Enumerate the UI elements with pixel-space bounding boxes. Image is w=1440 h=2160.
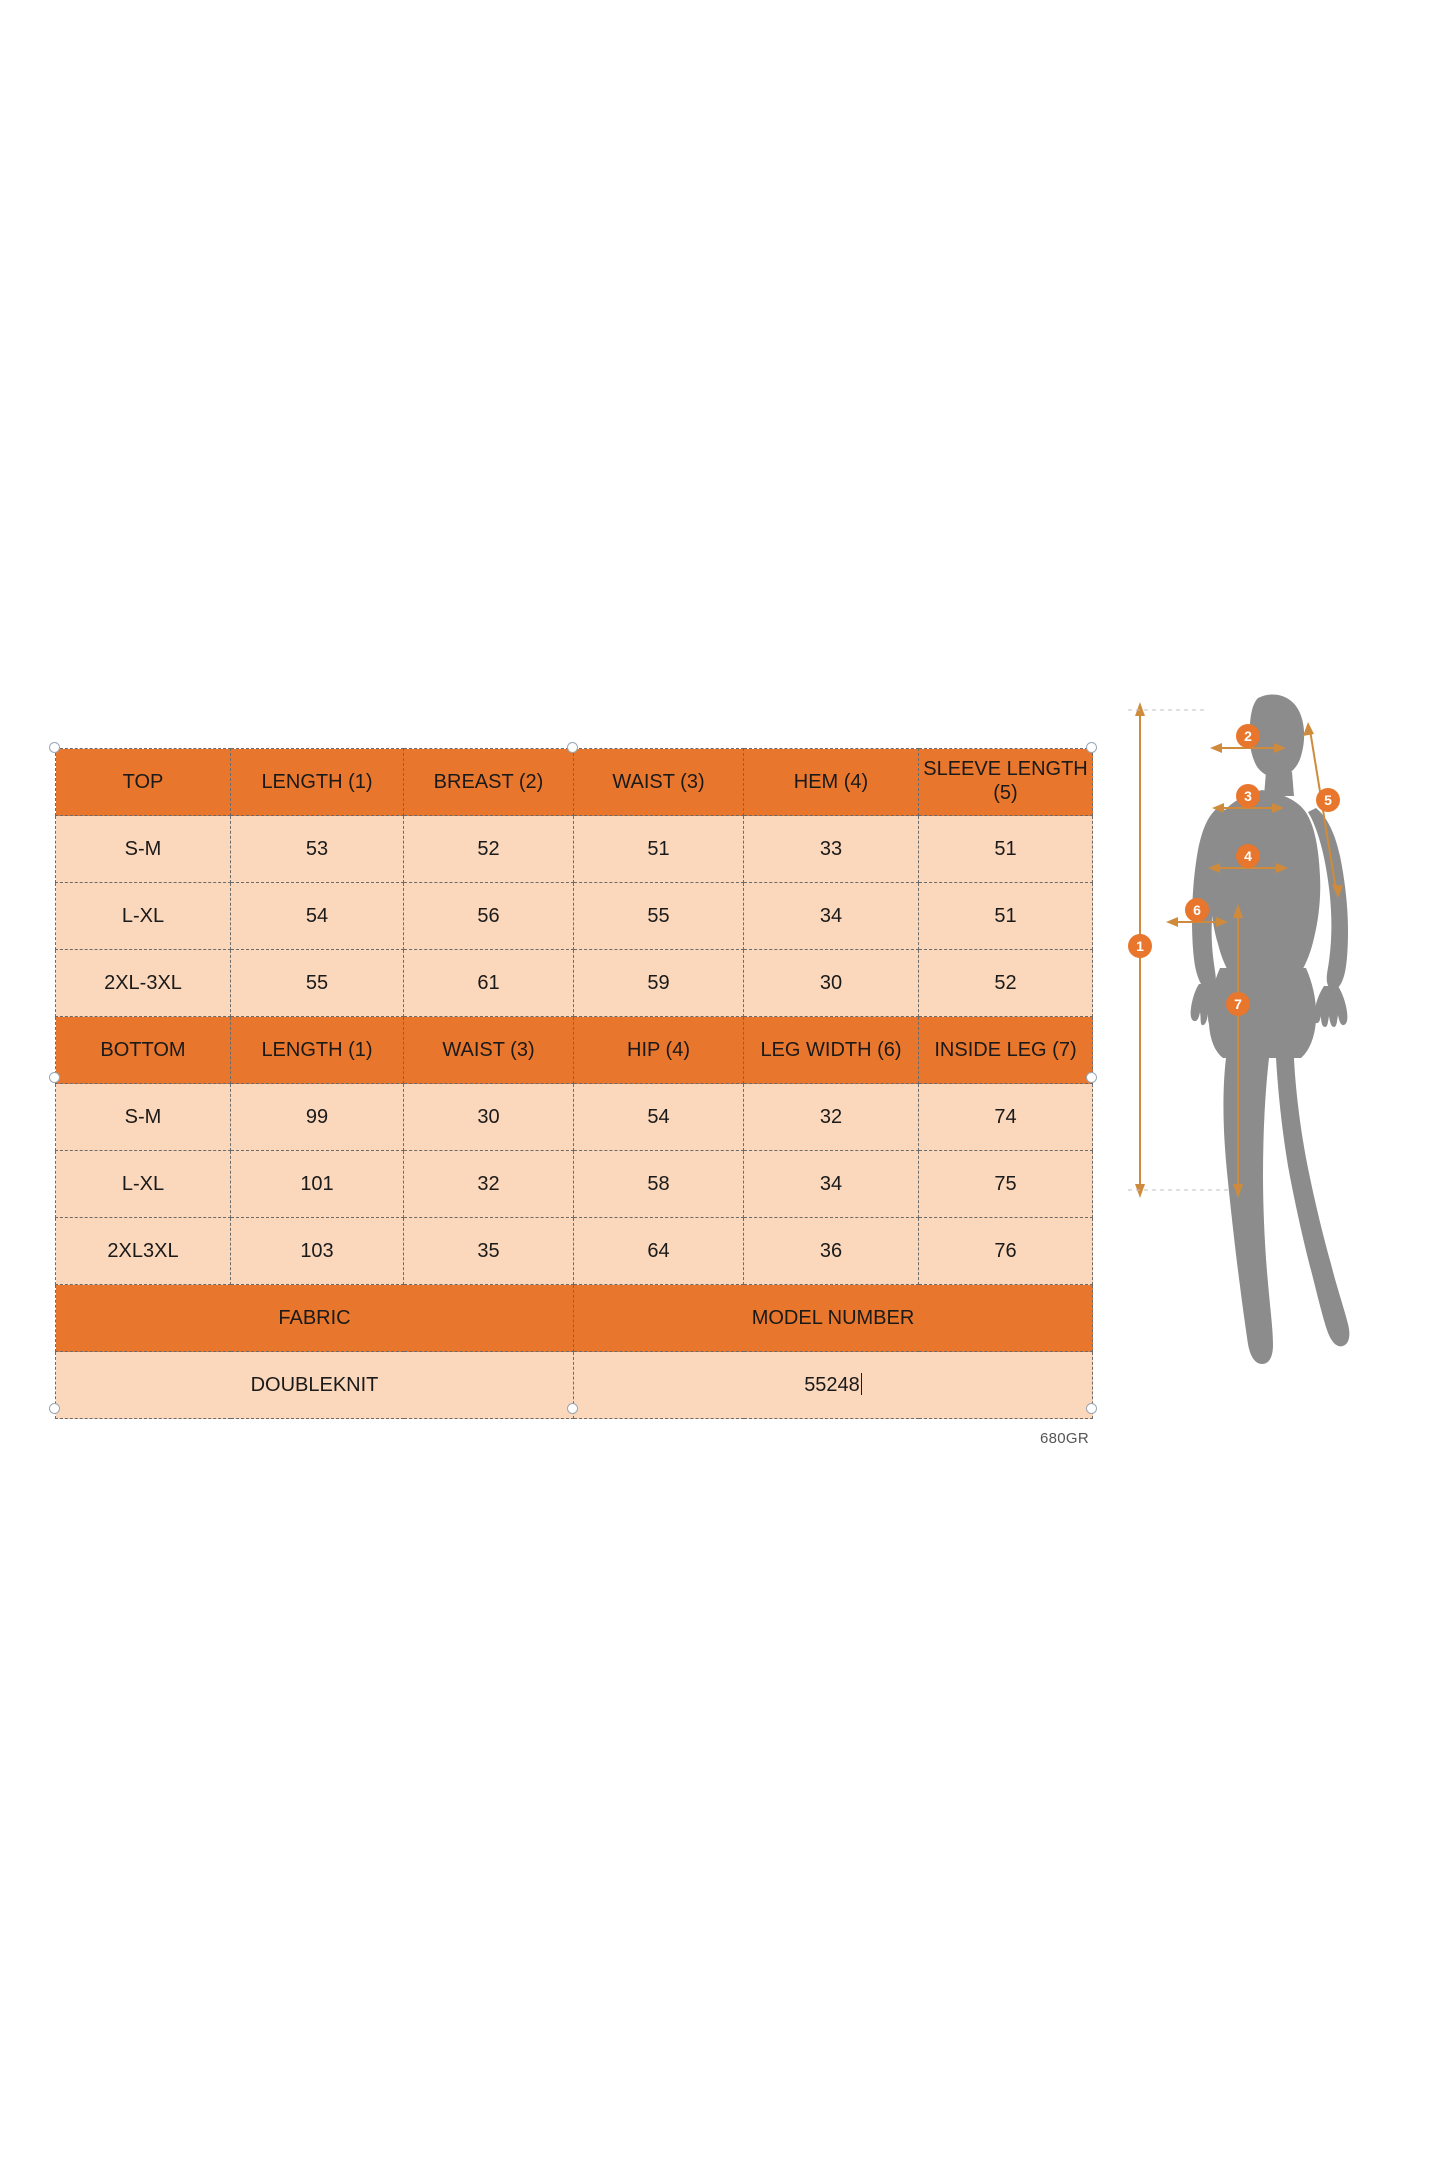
cell-top-sm-hem: 33	[744, 816, 919, 883]
cell-top-sm-breast: 52	[404, 816, 574, 883]
header-top-length: LENGTH (1)	[231, 749, 404, 816]
cell-bottom-2xl3xl-insideleg: 76	[919, 1218, 1093, 1285]
table-footer-header-row	[56, 1285, 1093, 1352]
header-bottom: BOTTOM	[56, 1017, 231, 1084]
selection-handle-bottom-right[interactable]	[1086, 1403, 1097, 1414]
header-bottom-hip: HIP (4)	[574, 1017, 744, 1084]
cell-bottom-2xl3xl-legwidth: 36	[744, 1218, 919, 1285]
cell-bottom-2xl3xl-length: 103	[231, 1218, 404, 1285]
size-chart-table	[55, 748, 1093, 1419]
header-top-hem: HEM (4)	[744, 749, 919, 816]
model-number-text: 55248	[804, 1374, 860, 1396]
header-bottom-waist: WAIST (3)	[404, 1017, 574, 1084]
cell-top-sm-waist: 51	[574, 816, 744, 883]
measurement-badge-4: 4	[1236, 844, 1260, 868]
header-top-sleeve-length: SLEEVE LENGTH (5)	[919, 749, 1093, 816]
cell-bottom-2xl3xl-hip: 64	[574, 1218, 744, 1285]
row-label-top-2xl3xl: 2XL-3XL	[56, 950, 231, 1017]
measurement-badge-3: 3	[1236, 784, 1260, 808]
cell-top-2xl3xl-length: 55	[231, 950, 404, 1017]
measurement-badge-5: 5	[1316, 788, 1340, 812]
cell-bottom-2xl3xl-waist: 35	[404, 1218, 574, 1285]
table-row	[56, 1151, 1093, 1218]
cell-top-lxl-length: 54	[231, 883, 404, 950]
cell-top-sm-length: 53	[231, 816, 404, 883]
cell-fabric-value: DOUBLEKNIT	[56, 1352, 574, 1419]
header-top: TOP	[56, 749, 231, 816]
header-model-number: MODEL NUMBER	[574, 1285, 1093, 1352]
header-top-waist: WAIST (3)	[574, 749, 744, 816]
selection-handle-top-right[interactable]	[1086, 742, 1097, 753]
header-bottom-inside-leg: INSIDE LEG (7)	[919, 1017, 1093, 1084]
female-silhouette-diagram	[1110, 690, 1440, 1460]
measurement-badge-7: 7	[1226, 992, 1250, 1016]
table-row	[56, 950, 1093, 1017]
table-row	[56, 1084, 1093, 1151]
cell-bottom-lxl-waist: 32	[404, 1151, 574, 1218]
selection-handle-bottom-left[interactable]	[49, 1403, 60, 1414]
measurement-badge-6: 6	[1185, 898, 1209, 922]
cell-bottom-sm-insideleg: 74	[919, 1084, 1093, 1151]
row-label-bottom-sm: S-M	[56, 1084, 231, 1151]
table-row	[56, 816, 1093, 883]
cell-model-number-value[interactable]	[574, 1352, 1093, 1419]
table-header-row-bottom	[56, 1017, 1093, 1084]
cell-top-lxl-hem: 34	[744, 883, 919, 950]
cell-top-2xl3xl-hem: 30	[744, 950, 919, 1017]
row-label-bottom-lxl: L-XL	[56, 1151, 231, 1218]
cell-top-lxl-sleeve: 51	[919, 883, 1093, 950]
row-label-top-sm: S-M	[56, 816, 231, 883]
measurement-figure-panel	[1110, 690, 1440, 1460]
cell-top-2xl3xl-breast: 61	[404, 950, 574, 1017]
cell-bottom-lxl-hip: 58	[574, 1151, 744, 1218]
measurement-badge-1: 1	[1128, 934, 1152, 958]
table-row	[56, 883, 1093, 950]
cell-top-lxl-breast: 56	[404, 883, 574, 950]
table-row	[56, 1218, 1093, 1285]
cell-bottom-sm-hip: 54	[574, 1084, 744, 1151]
measurement-badge-2: 2	[1236, 724, 1260, 748]
cell-bottom-sm-legwidth: 32	[744, 1084, 919, 1151]
selection-handle-top-mid[interactable]	[567, 742, 578, 753]
row-label-bottom-2xl3xl: 2XL3XL	[56, 1218, 231, 1285]
size-chart-table-container	[55, 748, 1092, 1419]
text-caret	[861, 1373, 862, 1395]
selection-handle-top-left[interactable]	[49, 742, 60, 753]
cell-bottom-lxl-legwidth: 34	[744, 1151, 919, 1218]
selection-handle-mid-right[interactable]	[1086, 1072, 1097, 1083]
header-top-breast: BREAST (2)	[404, 749, 574, 816]
cell-top-2xl3xl-waist: 59	[574, 950, 744, 1017]
table-header-row-top	[56, 749, 1093, 816]
cell-top-lxl-waist: 55	[574, 883, 744, 950]
cell-top-sm-sleeve: 51	[919, 816, 1093, 883]
row-label-top-lxl: L-XL	[56, 883, 231, 950]
header-bottom-length: LENGTH (1)	[231, 1017, 404, 1084]
cell-bottom-sm-waist: 30	[404, 1084, 574, 1151]
cell-bottom-lxl-insideleg: 75	[919, 1151, 1093, 1218]
product-code-label: 680GR	[1040, 1430, 1090, 1447]
cell-bottom-sm-length: 99	[231, 1084, 404, 1151]
header-bottom-leg-width: LEG WIDTH (6)	[744, 1017, 919, 1084]
cell-top-2xl3xl-sleeve: 52	[919, 950, 1093, 1017]
selection-handle-bottom-mid[interactable]	[567, 1403, 578, 1414]
selection-handle-mid-left[interactable]	[49, 1072, 60, 1083]
cell-bottom-lxl-length: 101	[231, 1151, 404, 1218]
header-fabric: FABRIC	[56, 1285, 574, 1352]
